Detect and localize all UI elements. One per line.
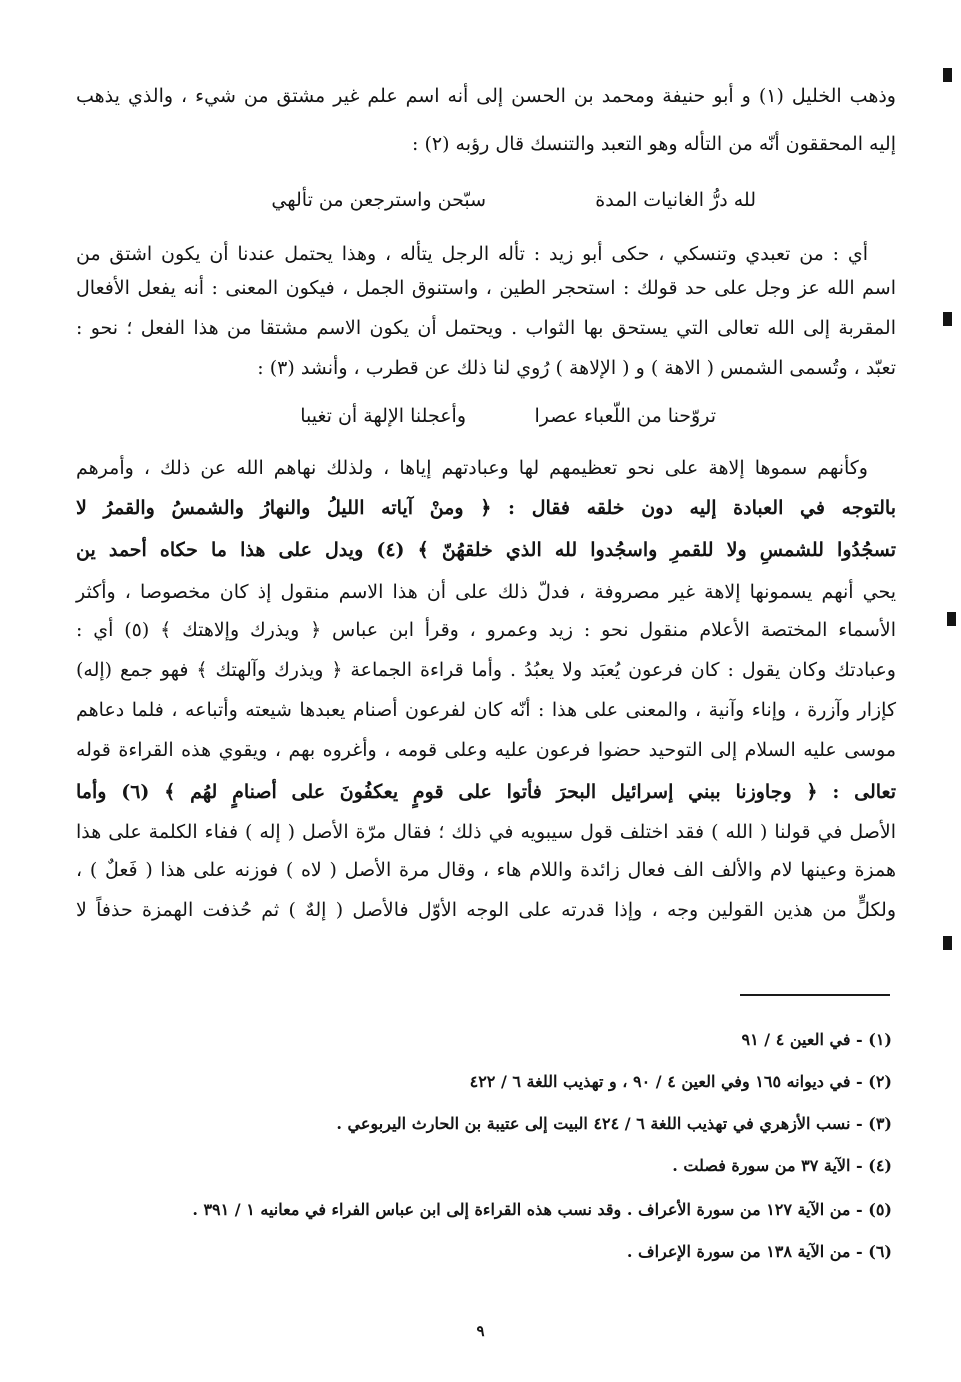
page-edge-mark <box>943 312 952 326</box>
text-line: اسم الله عز وجل على حد قولك : استحجر الطين ، واستنوق الجمل ، فيكون المعنى : أنه يفعل الأفعال <box>76 277 896 299</box>
page-edge-mark <box>943 936 952 950</box>
verse-second-hemistich: وأعجلنا الإلهة أن تغيبا <box>300 405 466 427</box>
text-line: وعبادتك وكان يقول : كان فرعون يُعبَد ولا يعبُدُ . وأما قراءة الجماعة ﴿ ويذرك وآلهتك ﴾ فهو جمع (إله) <box>76 659 896 681</box>
footnote-separator <box>740 994 890 996</box>
text-line-quran: بالتوجه في العبادة إليه دون خلقه فقال : ﴿ ومنْ آياته الليلُ والنهارُ والشمسُ والقمرُ لا <box>76 497 896 519</box>
footnote: (١) - في العين ٤ / ٩١ <box>741 1030 892 1049</box>
text-line: الأسماء المختصة الأعلام منقول نحو : زيد وعمرو ، وقرأ ابن عباس ﴿ ويذرك وإلاهتك ﴾ (٥) أي : <box>76 619 896 641</box>
text-line-quran: تعالى : ﴿ وجاوزنا ببني إسرائيل البحرَ فأتوا على قومٍ يعكفُونَ على أصنامٍ لهُم ﴾ (٦) وأما <box>76 781 896 803</box>
text-line: يحي أنهم يسمونها إلاهة غير مصروفة ، فدلّ ذلك على أن هذا الاسم منقول إذ كان مخصوصا ، وأكثر <box>76 581 896 603</box>
text-line: وكأنهم سموها إلاهة على نحو تعظيمهم لها وعبادتهم إياها ، ولذلك نهاهم الله عن ذلك ، وأمرهم <box>76 457 868 479</box>
text-line: وذهب الخليل (١) و أبو حنيفة ومحمد بن الحسن إلى أنه اسم علم غير مشتق من شيء ، والذي يذهب <box>76 85 896 107</box>
verse-second-hemistich: سبّحن واسترجعن من تألهي <box>271 189 486 211</box>
text-line: موسى عليه السلام إلى التوحيد حضوا فرعون عليه وعلى قومه ، وأغروه بهم ، ويقوي هذه القراءة قوله <box>76 739 896 761</box>
text-line: إليه المحققون أنّه من التأله وهو التعبد والتنسك قال رؤبه (٢) : <box>412 133 896 155</box>
text-line: ولكلٍّ من هذين القولين وجه ، وإذا قدرته على الوجه الأوّل فالأصل ( إلهٌ ) ثم حُذفت الهمزة حذفاً لا <box>76 899 896 921</box>
footnote: (٥) - من الآية ١٢٧ من سورة الأعراف . وقد نسب هذه القراءة إلى ابن عباس الفراء في معانيه ١ / ٣٩١ . <box>192 1200 892 1219</box>
footnote: (٢) - في ديوانه ١٦٥ وفي العين ٤ / ٩٠ ، و تهذيب اللغة ٦ / ٤٢٢ <box>469 1072 892 1091</box>
page-edge-mark <box>947 612 956 626</box>
text-line: أي : من تعبدي وتنسكي ، حكى أبو زيد : تأله الرجل يتأله ، وهذا يحتمل عندنا أن يكون اشتق من <box>76 243 868 265</box>
page-number: ٩ <box>476 1322 485 1340</box>
footnote: (٤) - الآية ٣٧ من سورة فصلت . <box>672 1156 892 1175</box>
text-line: همزة وعينها لام والألف الف فعال زائدة واللام هاء ، وقال مرة الأصل ( لاه ) فوزنه على هذا ( فَعلٌ ) ، <box>76 859 896 881</box>
text-line-quran: تسجُدُوا للشمسِ ولا للقمرِ واسجُدوا لله الذي خلقهُنّ ﴾ (٤) ويدل على هذا ما حكاه أحمد ين <box>76 539 896 561</box>
verse-first-hemistich: لله درُّ الغانيات المدة <box>595 189 756 211</box>
footnote: (٦) - من الآية ١٣٨ من سورة الإعراف . <box>626 1242 892 1261</box>
page-edge-mark <box>943 68 952 82</box>
text-line: كإزار وآزرة ، وإناء وآنية ، والمعنى على هذا : أنّه كان لفرعون أصنام يعبدها شيعته وأتباعه ، فلما دعاهم <box>76 699 896 721</box>
text-line: تعبّد ، وتُسمى الشمس ( الاهة ) و ( الإلاهة ) رُوي لنا ذلك عن قطرب ، وأنشد (٣) : <box>257 357 896 379</box>
text-line: المقربة إلى الله تعالى التي يستحق بها الثواب . ويحتمل أن يكون الاسم مشتقا من هذا الفعل ؛ نحو : <box>76 317 896 339</box>
verse-first-hemistich: تروّحنا من اللّعباء عصرا <box>534 405 716 427</box>
footnote: (٣) - نسب الأزهري في تهذيب اللغة ٦ / ٤٢٤ البيت إلى عتيبة بن الحارث اليربوعي . <box>336 1114 892 1133</box>
text-line: الأصل في قولنا ( الله ) فقد اختلف قول سيبويه في ذلك ؛ فقال مرّة الأصل ( إله ) ففاء الكلمة على هذا <box>76 821 896 843</box>
